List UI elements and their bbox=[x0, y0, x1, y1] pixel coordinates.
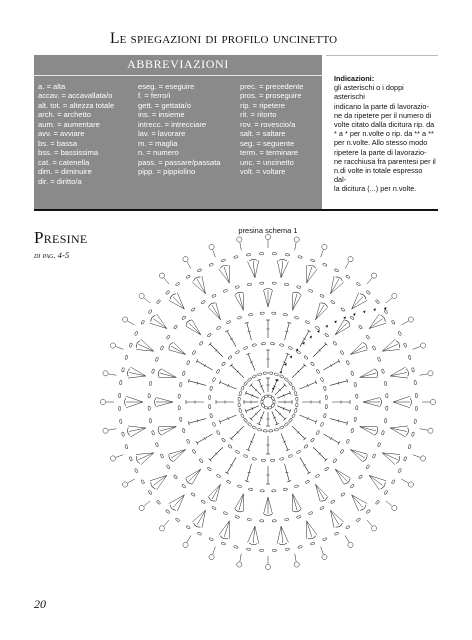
abbreviations-column-3 bbox=[240, 82, 304, 177]
abbreviation-item: eseg. = eseguire bbox=[138, 82, 195, 91]
abbreviation-item: cat. = catenella bbox=[38, 157, 90, 167]
page-title: Le spiegazioni di profilo uncinetto bbox=[110, 30, 338, 47]
abbreviation-item: intrecc. = intrecciare bbox=[138, 119, 207, 129]
abbreviation-item: salt. = saltare bbox=[240, 129, 286, 139]
instructions-line: ripetere la parte di lavorazio- bbox=[334, 147, 427, 157]
instructions-box bbox=[326, 55, 438, 209]
instructions-line: volte citato dalla dicitura rip. da bbox=[334, 120, 435, 130]
abbreviations-divider bbox=[34, 75, 322, 76]
abbreviation-item: pipp. = pippiolino bbox=[138, 167, 196, 177]
abbreviation-item: bs. = bassa bbox=[38, 138, 78, 148]
instructions-line: per n.volte. Allo stesso modo bbox=[334, 138, 428, 148]
abbreviation-item: arch. = archetto bbox=[38, 110, 91, 120]
abbreviations-column-2 bbox=[138, 82, 221, 177]
diagram-label: presina schema 1 bbox=[238, 226, 298, 235]
abbreviation-item: rov. = rovescio/a bbox=[240, 119, 296, 129]
abbreviation-item: seg. = seguente bbox=[240, 138, 295, 148]
crochet-diagram bbox=[98, 232, 438, 572]
abbreviation-item: dir. = diritto/a bbox=[38, 176, 82, 186]
abbreviation-item: dim. = diminuire bbox=[38, 167, 92, 177]
abbreviation-item: a. = alta bbox=[38, 82, 66, 91]
instructions-line: ne racchiusa fra parentesi per il bbox=[334, 156, 436, 166]
instructions-title: Indicazioni: bbox=[334, 74, 375, 83]
abbreviation-item: term. = terminare bbox=[240, 148, 299, 158]
abbreviations-column-1 bbox=[38, 82, 114, 186]
abbreviation-item: m. = maglia bbox=[138, 138, 178, 148]
instructions-line: * a * per n.volte o rip. da ** a ** bbox=[334, 129, 434, 139]
abbreviation-item: rit. = ritorto bbox=[240, 110, 277, 120]
abbreviation-item: bss. = bassissima bbox=[38, 148, 99, 158]
abbreviation-item: ins. = insieme bbox=[138, 110, 185, 120]
page-number: 20 bbox=[34, 597, 46, 611]
abbreviation-item: alt. tot. = altezza totale bbox=[38, 100, 115, 110]
section-divider bbox=[34, 209, 438, 211]
abbreviations-heading: ABBREVIAZIONI bbox=[127, 57, 229, 71]
instructions-line: la dicitura (...) per n.volte. bbox=[334, 184, 417, 194]
abbreviation-item: f. = ferro/i bbox=[138, 91, 171, 101]
abbreviation-item: prec. = precedente bbox=[240, 82, 304, 91]
abbreviation-item: rip. = ripetere bbox=[240, 100, 285, 110]
abbreviation-item: gett. = gettata/o bbox=[138, 100, 191, 110]
section-subtitle: di pag. 4-5 bbox=[34, 250, 70, 260]
abbreviation-item: unc. = uncinetto bbox=[240, 157, 294, 167]
abbreviation-item: volt. = voltare bbox=[240, 167, 286, 177]
abbreviation-item: avv. = avviare bbox=[38, 129, 85, 139]
instructions-line: gli asterischi o i doppi asterischi bbox=[334, 83, 404, 102]
instructions-line: indicano la parte di lavorazio- bbox=[334, 101, 429, 111]
abbreviation-item: aum. = aumentare bbox=[38, 119, 100, 129]
instructions-line: n.di volte in totale espresso dal- bbox=[334, 166, 423, 185]
abbreviation-item: accav. = accavallata/o bbox=[38, 91, 113, 101]
abbreviation-item: pass. = passare/passata bbox=[138, 157, 221, 167]
section-title: Presine bbox=[34, 228, 88, 247]
abbreviation-item: pros. = proseguire bbox=[240, 91, 302, 101]
abbreviation-item: lav. = lavorare bbox=[138, 129, 186, 139]
instructions-line: ne da ripetere per il numero di bbox=[334, 110, 432, 120]
abbreviation-item: n. = numero bbox=[138, 148, 179, 158]
